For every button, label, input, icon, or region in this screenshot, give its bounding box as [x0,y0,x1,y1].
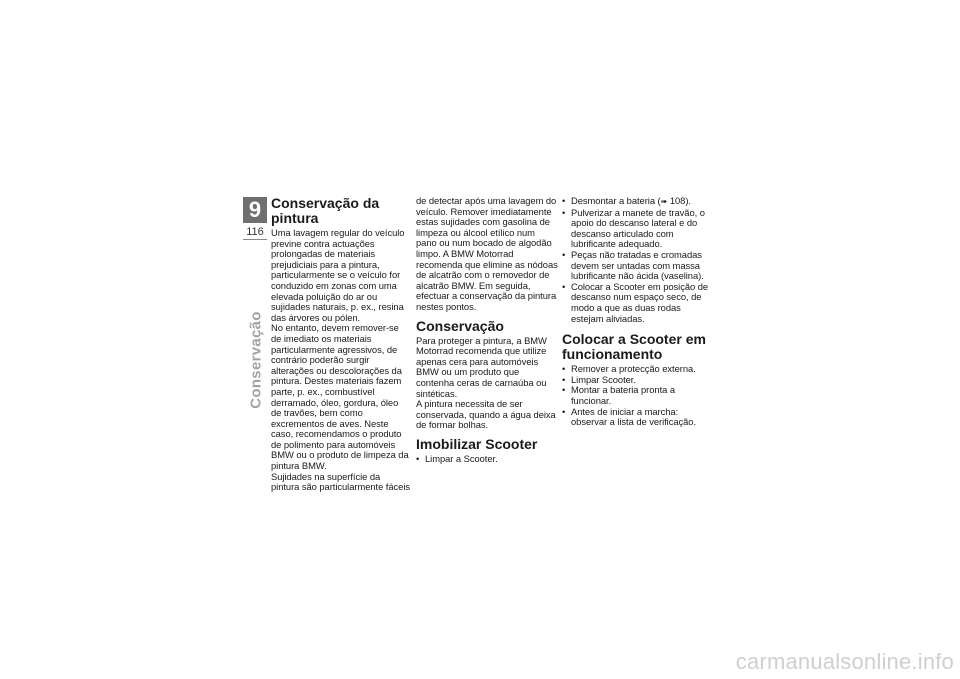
paragraph: A pintura necessita de ser conservada, quando a água deixa de formar bolhas. [416,398,556,431]
paragraph: Uma lavagem regular do veículo previne contra actuações prolongadas de materiais prejudiciais para a pintura, particularmente se o veículo for conduzido em zonas com uma elevada poluição do ar ou sujidades naturais, p. ex., resina das árvores ou pólen. [271,227,405,323]
list-item: • Peças não tratadas e cromadas devem ser untadas com massa lubrificante não ácida (vaselina). [562,250,710,282]
list-item: • Antes de iniciar a marcha: observar a lista de verificação. [562,407,710,428]
list-item: • Limpar a Scooter. [416,454,558,465]
chapter-number-badge: 9 [243,197,267,223]
bullet-list [562,364,710,428]
side-chapter-title: Conservação [247,311,265,409]
heading-conservation: Conservação [416,317,504,334]
page-reference: 108). [667,195,691,206]
list-item: • Pulverizar a manete de travão, o apoio do descanso lateral e do descanso articulado com lubrificante adequado. [562,208,710,250]
bullet-list [416,454,558,465]
column-3 [562,196,710,428]
chapter-divider [243,239,267,240]
list-item: • Montar a bateria pronta a funcionar. [562,385,710,406]
paragraph: Para proteger a pintura, a BMW Motorrad recomenda que utilize apenas cera para automóveis BMW ou um produto que contenha ceras de carnaúba ou sintéticas. [416,334,547,399]
paragraph: de detectar após uma lavagem do veículo. Remover imediatamente estas sujidades com gasolina de limpeza ou álcool etílico num pano ou num bocado de algodão limpo. A BMW Motorrad recomenda que elimine as nódoas de alcatrão com o removedor de alcatrão BMW. Em seguida, efectuar a conservação da pintura nestes pontos. [416,195,558,312]
heading-paint-care: Conservação da pintura [271,195,380,226]
column-2 [416,196,558,464]
watermark: carmanualsonline.info [735,649,954,674]
list-item: • Limpar Scooter. [562,375,710,386]
bullet-list [562,196,710,324]
list-item-text: Desmontar a bateria ( [571,195,661,206]
paragraph: No entanto, devem remover-se de imediato os materiais particularmente agressivos, de contrário poderão surgir alterações ou descolorações da pintura. Destes materiais fazem parte, p. ex., combustível derramado, óleo, gordura, óleo de travões, bem como excrementos de aves. Neste caso, recomendamos o produto de polimento para automóveis BMW ou o produto de limpeza da pintura BMW. [271,322,409,472]
heading-start-scooter: Colocar a Scooter em funcionamento [562,331,706,363]
list-item [562,196,710,208]
list-item: • Colocar a Scooter em posição de descanso num espaço seco, de modo a que as duas rodas estejam aliviadas. [562,282,710,324]
paragraph: Sujidades na superfície da pintura são particularmente fáceis [271,470,410,493]
heading-immobilize-scooter: Imobilizar Scooter [416,435,538,452]
list-item: • Remover a protecção externa. [562,364,710,375]
page-number: 116 [246,226,264,238]
column-1 [271,196,411,493]
reference-arrow-icon: ➠ [660,197,668,206]
